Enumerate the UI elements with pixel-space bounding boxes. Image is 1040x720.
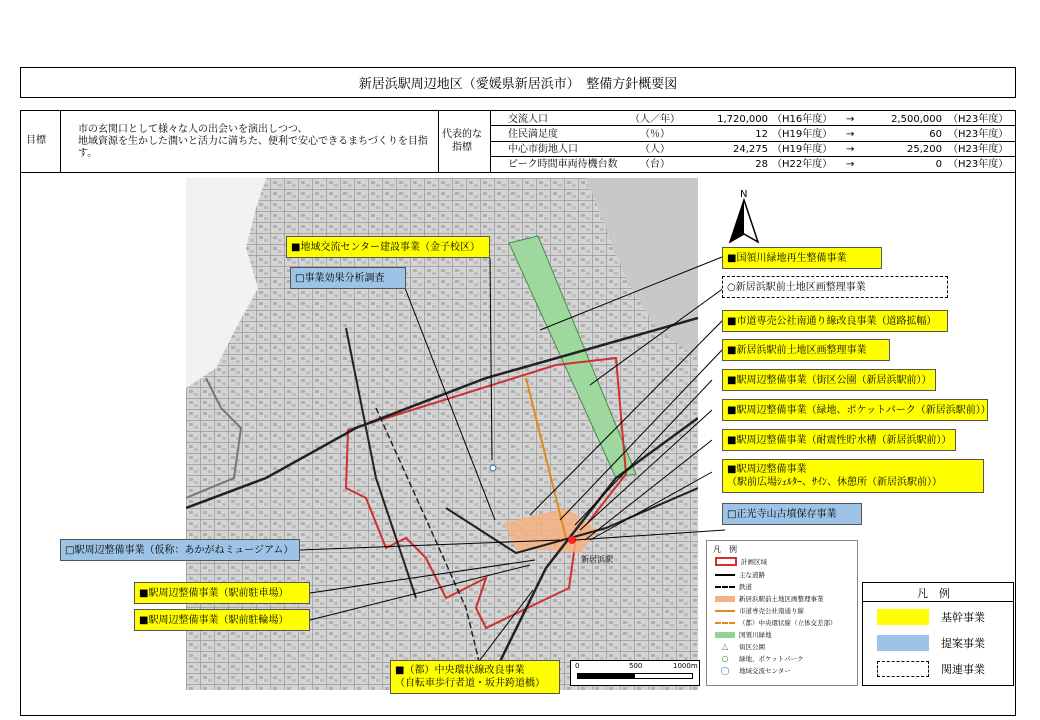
- indicator-target: 0: [935, 159, 942, 170]
- map-legend-label: 地域交流センター: [739, 667, 791, 675]
- readjust-symbol: [715, 596, 735, 602]
- north-label: N: [740, 189, 748, 200]
- indicator-target-year: （H23年度）: [948, 129, 1009, 140]
- map-legend-item: [715, 606, 804, 615]
- map-legend-label: 国領川緑地: [739, 631, 772, 639]
- callout-bicycle-parking[interactable]: [134, 609, 310, 631]
- dot-icon: ○: [721, 654, 729, 663]
- callout-label: ■駅周辺整備事業（街区公園（新居浜駅前））: [727, 374, 932, 386]
- indicator-arrow: →: [846, 144, 855, 155]
- callout-label: ■地域交流センター建設事業（金子校区）: [291, 241, 481, 253]
- map-legend-label: 市道専売公社南通り線: [739, 607, 804, 615]
- map-legend-label: （都）中央環状線（立体交差部）: [739, 619, 837, 627]
- core-swatch: [877, 609, 929, 625]
- related-swatch: [877, 661, 929, 677]
- indicator-arrow: →: [846, 114, 855, 125]
- map-legend-item: [715, 618, 837, 627]
- indicator-base-year: （H19年度）: [772, 129, 833, 140]
- indicator-target: 2,500,000: [891, 114, 942, 125]
- map-legend-label: 街区公園: [739, 643, 765, 651]
- legend-divider: [863, 601, 1013, 602]
- map-legend-label: 緑地、ポケットパーク: [739, 655, 804, 663]
- project-legend-title: 凡 例: [917, 587, 950, 600]
- station-label: 新居浜駅: [581, 555, 613, 564]
- map-legend-item: [715, 654, 804, 663]
- indicator-target: 25,200: [907, 144, 942, 155]
- circle-icon: ◯: [720, 666, 730, 675]
- indicator-base-year: （H16年度）: [772, 114, 833, 125]
- triangle-icon: △: [721, 642, 729, 651]
- indicator-arrow: →: [846, 159, 855, 170]
- scale-label-1000: 1000m: [673, 662, 698, 670]
- callout-community-center[interactable]: [286, 236, 490, 258]
- scale-label-0: 0: [575, 662, 580, 670]
- indicator-base: 1,720,000: [717, 114, 768, 125]
- callout-label: ○新居浜駅前土地区画整理事業: [727, 281, 866, 293]
- callout-label: ■駅周辺整備事業（駅前駐輪場）: [139, 614, 289, 626]
- map-legend-item: [715, 570, 765, 579]
- scale-label-500: 500: [629, 662, 643, 670]
- map-legend-item: [715, 557, 767, 566]
- green-symbol: [715, 632, 735, 638]
- map-legend-item: [715, 594, 824, 603]
- indicator-target: 60: [929, 129, 942, 140]
- indicator-arrow: →: [846, 129, 855, 140]
- indicator-base: 12: [755, 129, 768, 140]
- goal-text-1: 市の玄関口として様々な人の出会いを演出しつつ、: [78, 124, 308, 135]
- callout-central-ring-road[interactable]: [390, 660, 560, 694]
- indicator-label-2: 指標: [452, 142, 472, 153]
- indicator-name: 中心市街地人口: [508, 144, 578, 155]
- indicator-target-year: （H23年度）: [948, 114, 1009, 125]
- callout-label: ■駅周辺整備事業（耐震性貯水槽（新居浜駅前））: [727, 434, 952, 446]
- callout-label: （駅前広場ｼｪﾙﾀｰ、ｻｲﾝ、休憩所（新居浜駅前））: [727, 477, 942, 488]
- map-legend-item: [715, 666, 791, 675]
- callout-label: ■新居浜駅前土地区画整理事業: [727, 344, 867, 356]
- map-legend-item: [715, 630, 772, 639]
- boundary-symbol: [715, 557, 737, 566]
- indicator-name: 住民満足度: [508, 129, 558, 140]
- callout-parking[interactable]: [134, 582, 310, 604]
- callout-label: ■市道専売公社南通り線改良事業（道路拡幅）: [727, 315, 937, 327]
- map-legend-label: 計画区域: [741, 558, 767, 566]
- road-symbol: [715, 574, 735, 576]
- railway-symbol: [715, 586, 735, 588]
- map-legend-item: [715, 582, 752, 591]
- core-label: 基幹事業: [941, 611, 985, 624]
- proposal-label: 提案事業: [941, 637, 985, 650]
- indicator-label-1: 代表的な: [442, 129, 482, 140]
- indicator-name: 交流人口: [508, 114, 548, 125]
- indicator-unit: （％）: [640, 129, 670, 140]
- map-legend-title: 凡 例: [713, 545, 737, 554]
- map-legend: [706, 540, 858, 686]
- proposal-swatch: [877, 635, 929, 651]
- callout-effect-analysis[interactable]: [290, 267, 406, 289]
- goal-text-3: す。: [78, 148, 98, 159]
- indicator-unit: （人）: [640, 144, 670, 155]
- callout-label: ■駅周辺整備事業（緑地、ポケットパーク（新居浜駅前））: [727, 404, 991, 416]
- map-legend-item: [715, 642, 765, 651]
- goal-text-2: 地域資源を生かした潤いと活力に満ちた、便利で安心できるまちづくりを目指: [78, 136, 428, 147]
- callout-label: ■駅周辺整備事業: [727, 464, 807, 475]
- callout-label: ■（都）中央環状線改良事業: [395, 665, 525, 676]
- callout-land-readjust[interactable]: [722, 339, 890, 361]
- related-label: 関連事業: [941, 663, 985, 676]
- project-legend: [862, 582, 1014, 686]
- indicator-base: 24,275: [733, 144, 768, 155]
- callout-land-readjust-related[interactable]: [722, 276, 948, 298]
- callout-block-park[interactable]: [722, 369, 936, 391]
- page-title: 新居浜駅周辺地区（愛媛県新居浜市） 整備方針概要図: [20, 67, 1016, 98]
- south-road-symbol: [715, 610, 735, 612]
- callout-label: □駅周辺整備事業（仮称：あかがねミュージアム）: [65, 544, 294, 556]
- callout-pocket-park[interactable]: [722, 399, 991, 421]
- indicator-name: ピーク時間車両待機台数: [508, 159, 618, 170]
- callout-label: ■国領川緑地再生整備事業: [727, 252, 847, 264]
- callout-station-plaza[interactable]: [722, 459, 984, 493]
- callout-museum[interactable]: [60, 539, 300, 561]
- indicator-base-year: （H22年度）: [772, 159, 833, 170]
- map-legend-label: 新居浜駅前土地区画整理事業: [739, 595, 824, 603]
- callout-label: □事業効果分析調査: [295, 272, 385, 284]
- indicator-unit: （人／年）: [630, 114, 680, 125]
- callout-water-tank[interactable]: [722, 429, 956, 451]
- callout-road-widening[interactable]: [722, 310, 948, 332]
- indicator-base-year: （H19年度）: [772, 144, 833, 155]
- indicator-unit: （台）: [640, 159, 670, 170]
- indicator-target-year: （H23年度）: [948, 159, 1009, 170]
- callout-kofun[interactable]: [722, 503, 862, 525]
- callout-kokuryo-green[interactable]: [722, 247, 882, 269]
- map-legend-label: 鉄道: [739, 583, 752, 591]
- indicator-target-year: （H23年度）: [948, 144, 1009, 155]
- callout-label: （自転車歩行者道・坂井跨道橋）: [395, 678, 545, 689]
- callout-label: ■駅周辺整備事業（駅前駐車場）: [139, 587, 289, 599]
- callout-label: □正光寺山古墳保存事業: [727, 508, 837, 520]
- map-legend-label: 主な道路: [739, 571, 765, 579]
- indicator-base: 28: [755, 159, 768, 170]
- ring-road-symbol: [715, 622, 735, 624]
- goal-label: 目標: [26, 135, 46, 146]
